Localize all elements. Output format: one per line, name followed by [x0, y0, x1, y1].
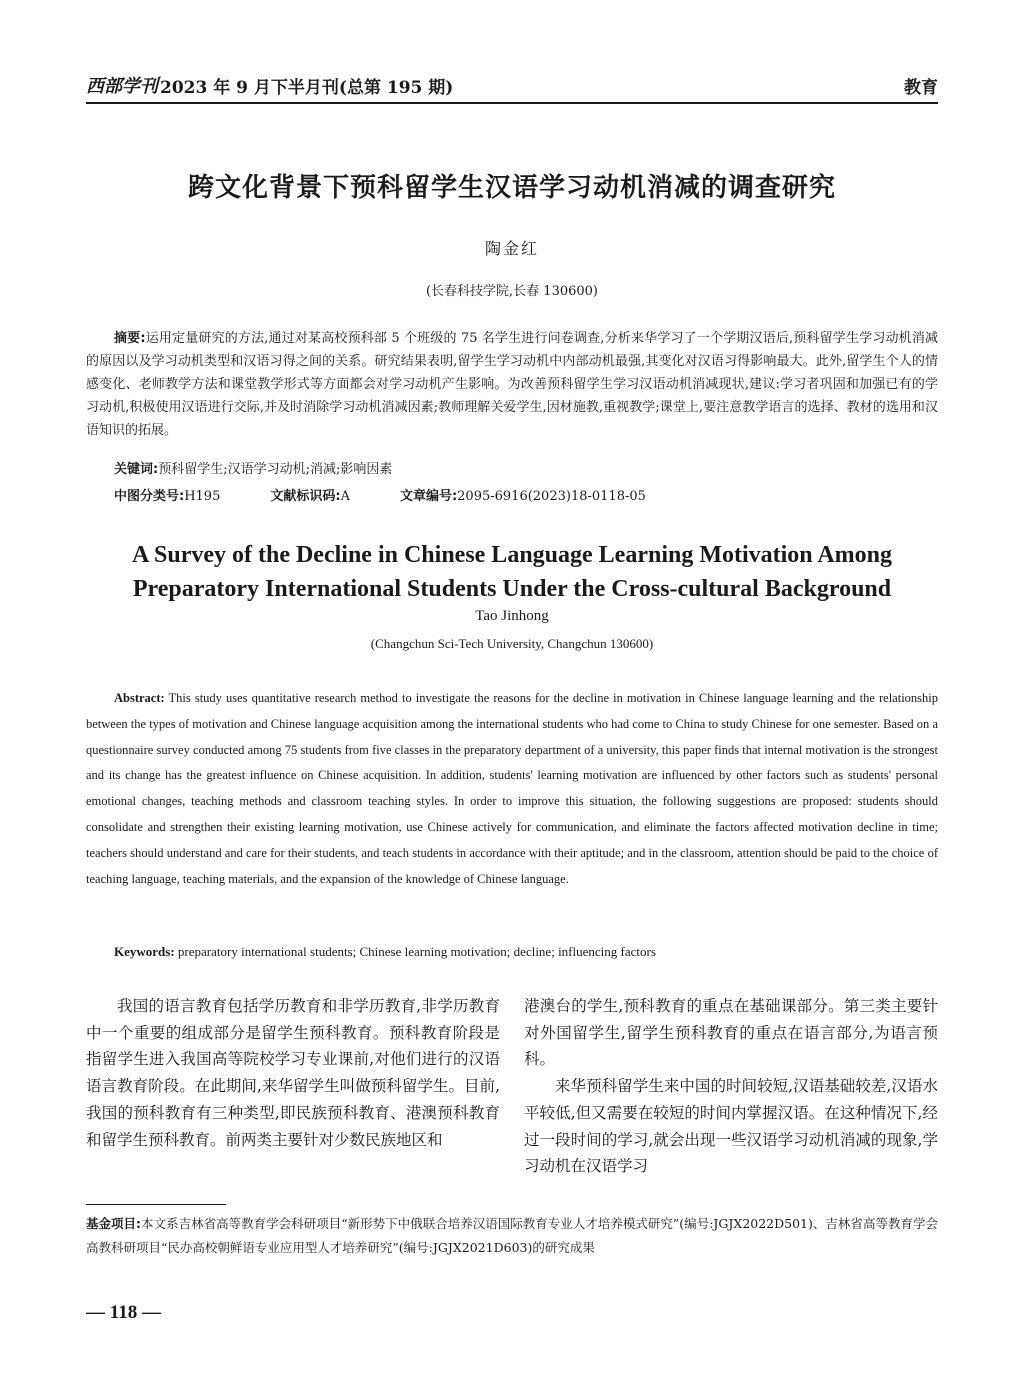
- clc-label: 中图分类号:: [114, 489, 185, 504]
- abstract-en-text: This study uses quantitative research method to investigate the reasons for the decline in motivation in Chinese language learning and the relationship between the types of motivation and Chinese language acquisition among the international students who had come to China to study Chinese for one semester. Based on a questionnaire survey conducted among 75 students from five classes in the preparatory department of a university, this paper finds that internal motivation is the strongest and its change has the greatest influence on Chinese acquisition. In addition, students' learning motivation are influenced by other factors such as students' personal emotional changes, teaching methods and classroom teaching styles. In order to improve this situation, the following suggestions are proposed: students should consolidate and strengthen their existing learning motivation, use Chinese actively for communication, and eliminate the factors affected motivation decline in time; teachers should understand and care for their students, and teach students in accordance with their aptitude; and in the classroom, attention should be paid to the choice of teaching language, teaching materials, and the expansion of the knowledge of Chinese language.: [86, 691, 938, 886]
- paragraph: 港澳台的学生,预科教育的重点在基础课部分。第三类主要针对外国留学生,留学生预科教育的重点在语言部分,为语言预科。: [524, 997, 938, 1069]
- body-text: [86, 993, 938, 1193]
- title-cn: 跨文化背景下预科留学生汉语学习动机消减的调查研究: [187, 173, 836, 203]
- article-number: [400, 485, 646, 504]
- journal-logo: 西部学刊: [86, 76, 158, 97]
- funding-footnote: [86, 1212, 938, 1260]
- title-en: A Survey of the Decline in Chinese Language Learning Motivation Among Preparatory International Students Under the Cross-cultural Background: [131, 542, 893, 602]
- article-value: 2095-6916(2023)18-0118-05: [457, 489, 646, 504]
- footnote-text: 本文系吉林省高等教育学会科研项目“新形势下中俄联合培养汉语国际教育专业人才培养模式研究”(编号:JGJX2022D501)、吉林省高等教育学会高教科研项目“民办高校朝鲜语专业应用型人才培养研究”(编号:JGJX2021D603)的研究成果: [86, 1216, 938, 1255]
- author-cn: 陶金红: [484, 239, 539, 258]
- keywords-en: [114, 944, 938, 960]
- footnote-divider: [86, 1204, 226, 1205]
- clc-number: [114, 485, 220, 504]
- paragraph: 来华预科留学生来中国的时间较短,汉语基础较差,汉语水平较低,但又需要在较短的时间内掌握汉语。在这种情况下,经过一段时间的学习,就会出现一些汉语学习动机消减的现象,学习动机在汉语学习: [524, 1077, 938, 1176]
- column-right: [524, 993, 938, 1193]
- keywords-en-text: preparatory international students; Chinese learning motivation; decline; influencing factors: [177, 944, 656, 959]
- footnote-label: 基金项目:: [86, 1216, 142, 1231]
- section-label: 教育: [904, 78, 938, 98]
- keywords-cn-text: 预科留学生;汉语学习动机;消减;影响因素: [158, 462, 393, 477]
- abstract-cn-label: 摘要:: [114, 331, 146, 346]
- author-en: Tao Jinhong: [475, 608, 549, 624]
- paragraph: 我国的语言教育包括学历教育和非学历教育,非学历教育中一个重要的组成部分是留学生预科教育。预科教育阶段是指留学生进入我国高等院校学习专业课前,对他们进行的汉语语言教育阶段。在此期间,来华留学生叫做预科留学生。目前,我国的预科教育有三种类型,即民族预科教育、港澳预科教育和留学生预科教育。前两类主要针对少数民族地区和: [86, 997, 500, 1149]
- journal-issue: [86, 72, 453, 98]
- keywords-cn: [114, 458, 938, 477]
- document-code: [270, 485, 350, 504]
- abstract-en: [86, 686, 938, 892]
- affiliation-en: (Changchun Sci-Tech University, Changchun 130600): [370, 636, 654, 651]
- issue-info: 2023 年 9 月下半月刊(总第 195 期): [160, 78, 454, 98]
- abstract-cn: [86, 327, 938, 442]
- keywords-en-label: Keywords:: [114, 944, 175, 959]
- classification-line: [114, 485, 938, 504]
- affiliation-cn: (长春科技学院,长春 130600): [425, 284, 599, 299]
- abstract-cn-text: 运用定量研究的方法,通过对某高校预科部 5 个班级的 75 名学生进行问卷调查,分析来华学习了一个学期汉语后,预科留学生学习动机消减的原因以及学习动机类型和汉语习得之间的关系。研究结果表明,留学生学习动机中内部动机最强,其变化对汉语习得影响最大。此外,留学生个人的情感变化、老师教学方法和课堂教学形式等方面都会对学习动机产生影响。为改善预科留学生学习汉语动机消减现状,建议:学习者巩固和加强已有的学习动机,积极使用汉语进行交际,并及时消除学习动机消减因素;教师理解关爱学生,因材施教,重视教学;课堂上,要注意教学语言的选择、教材的选用和汉语知识的拓展。: [86, 331, 938, 438]
- page-number: — 118 —: [86, 1302, 161, 1323]
- keywords-cn-label: 关键词:: [114, 462, 159, 477]
- doc-value: A: [340, 489, 350, 504]
- article-label: 文章编号:: [399, 489, 458, 504]
- column-left: [86, 993, 500, 1193]
- running-header: [86, 70, 938, 104]
- doc-label: 文献标识码:: [270, 489, 341, 504]
- abstract-en-label: Abstract:: [114, 691, 165, 705]
- clc-value: H195: [184, 489, 221, 504]
